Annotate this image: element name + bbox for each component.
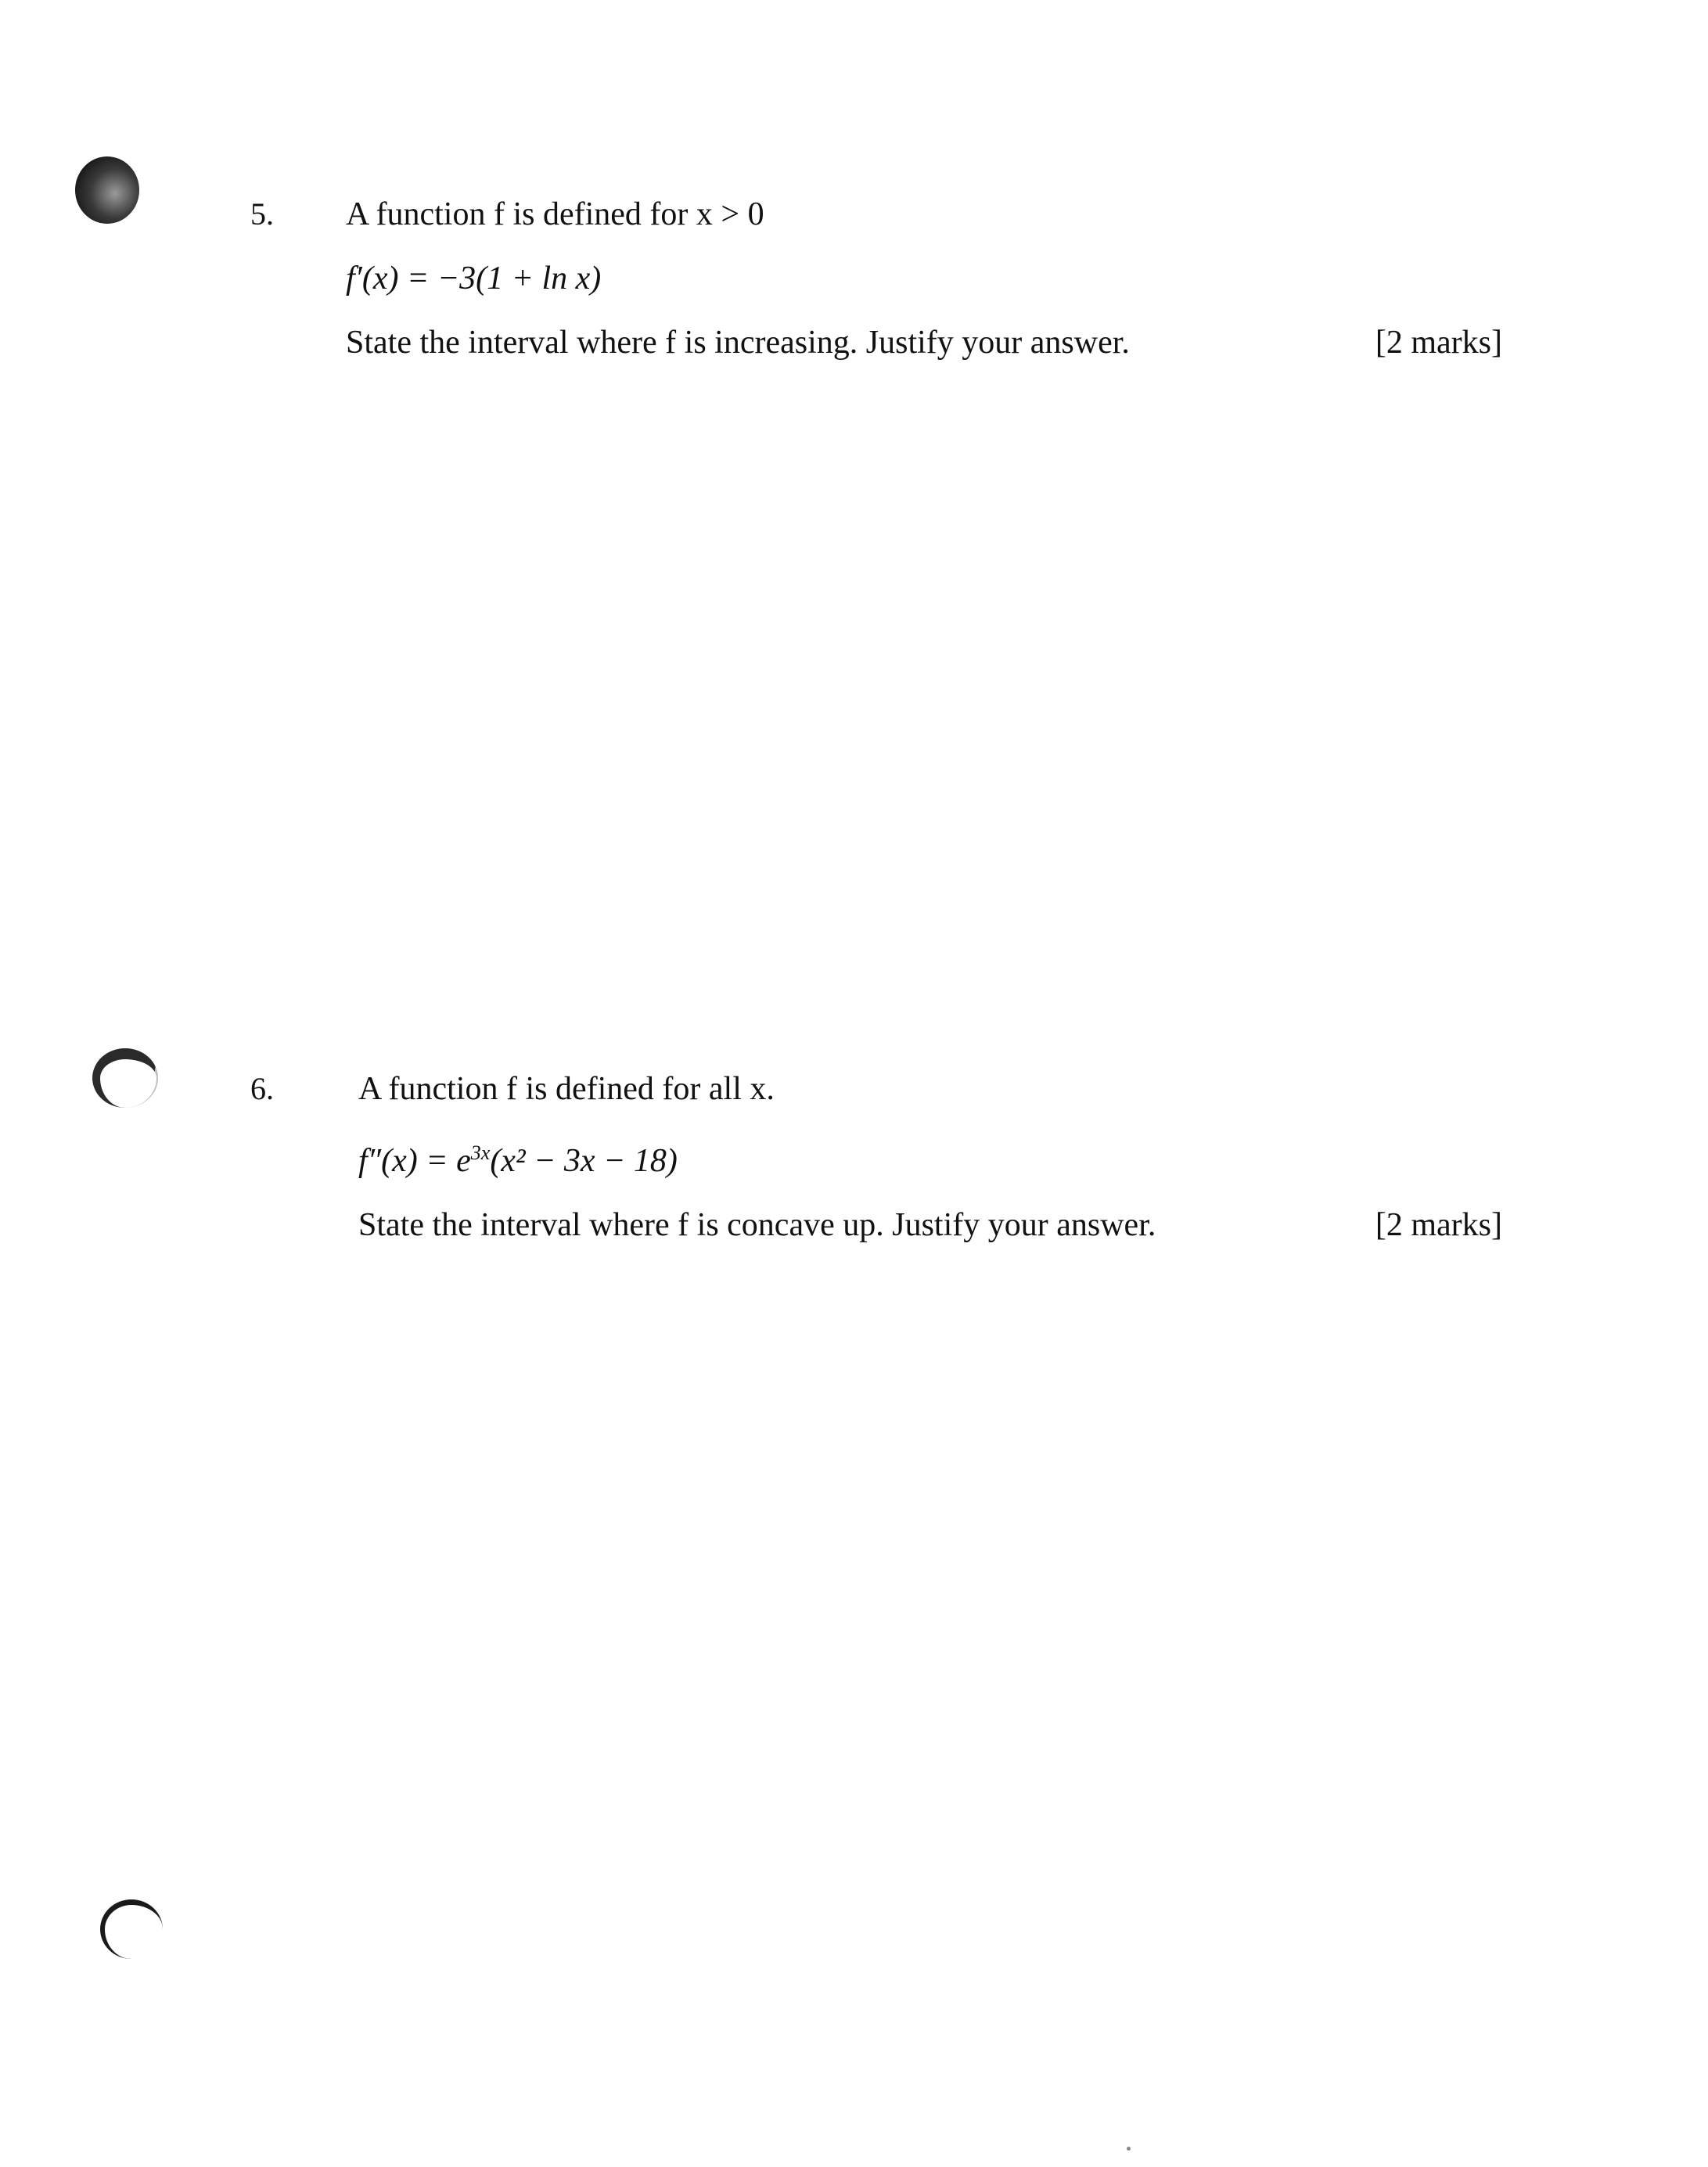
question-prompt-row (358, 1206, 1502, 1244)
question-marks: [2 marks] (1375, 325, 1502, 361)
question-number: 6. (250, 1071, 274, 1106)
question-intro: A function f is defined for x > 0 (346, 196, 764, 232)
question-prompt-row (346, 324, 1502, 361)
question-marks: [2 marks] (1375, 1207, 1502, 1243)
binder-hole-middle (92, 1048, 158, 1108)
formula-main: f″(x) = e (358, 1143, 471, 1179)
formula-exponent: 3x (470, 1141, 491, 1164)
question-formula (358, 1134, 1502, 1180)
question-intro: A function f is defined for all x. (358, 1071, 775, 1107)
question-formula: f′(x) = −3(1 + ln x) (346, 261, 602, 296)
binder-hole-bottom (100, 1899, 163, 1959)
question-body (346, 196, 1502, 361)
question-number: 5. (250, 196, 274, 232)
binder-hole-top (75, 156, 139, 224)
question-body (358, 1070, 1502, 1244)
scan-speck (1127, 2147, 1131, 2151)
formula-rest: (x² − 3x − 18) (490, 1143, 678, 1179)
question-prompt: State the interval where f is concave up. Justify your answer. (358, 1207, 1156, 1243)
question-prompt: State the interval where f is increasing. Justify your answer. (346, 325, 1130, 361)
